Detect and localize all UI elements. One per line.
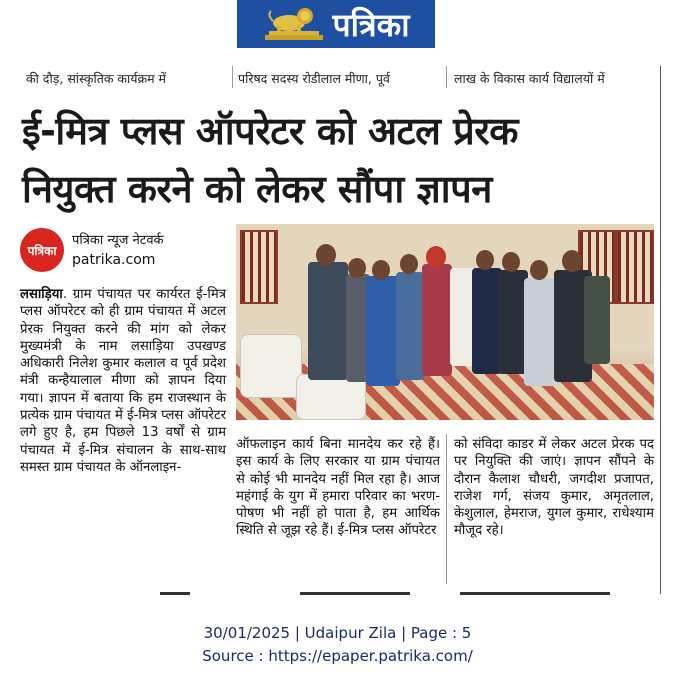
previous-article-strip	[14, 68, 654, 88]
news-network: पत्रिका न्यूज नेटवर्क	[72, 233, 164, 248]
divider	[446, 66, 447, 88]
cut-text-fragment	[160, 592, 190, 595]
news-photo	[236, 224, 654, 420]
brand-name: पत्रिका	[332, 5, 410, 44]
article-clip	[14, 66, 662, 594]
patrika-badge: पत्रिका	[20, 228, 64, 272]
masthead	[237, 0, 435, 48]
cut-text-fragment	[300, 592, 410, 595]
headline-line1: ई-मित्र प्लस ऑपरेटर को अटल प्रेरक	[22, 109, 518, 153]
strip-col3: लाख के विकास कार्य विद्यालयों में	[454, 71, 605, 86]
divider	[660, 66, 661, 594]
divider	[446, 434, 447, 584]
column-2-text: ऑफलाइन कार्य बिना मानदेय कर रहे हैं। इस कार्य के लिए सरकार या ग्राम पंचायत से कोई भी मानदेय नहीं मिल रहा है। आज महंगाई के युग में हमारा परिवार का भरण-पोषण भी नहीं हो पाता है, हम आर्थिक स्थिति से जूझ रहे हैं। ई-मित्र प्लस ऑपरेटर	[236, 437, 440, 539]
footer-date-edition: 30/01/2025 | Udaipur Zila | Page : 5	[203, 624, 472, 642]
column-1-text: . ग्राम पंचायत पर कार्यरत ई-मित्र प्लस ऑपरेटर को ही ग्राम पंचायत में अटल प्रेरक नियुक्त करने की मांग को लेकर मुख्यमंत्री के नाम लसाड़िया उपखण्ड अधिकारी निलेश कुमार कलाल व पूर्व प्रदेश मंत्री कन्हैयालाल मीणा को ज्ञापन दिया गया। ज्ञापन में बताया कि हम राजस्थान के प्रत्येक ग्राम पंचायत में ई-मित्र प्लस ऑपरेटर लगे हुए है, हम पिछले 13 वर्षों से ग्राम पंचायत में ई-मित्र संचालन के साथ-साथ समस्त ग्राम पंचायत के ऑनलाइन-	[20, 287, 226, 475]
strip-col1: की दौड़, सांस्कृतिक कार्यक्रम में	[26, 71, 167, 86]
lion-icon	[263, 5, 325, 43]
footer-source[interactable]: Source : https://epaper.patrika.com/	[202, 647, 473, 665]
strip-col2: परिषद सदस्य रोडीलाल मीणा, पूर्व	[238, 71, 390, 86]
headline-line2: नियुक्त करने को लेकर सौंपा ज्ञापन	[22, 167, 492, 211]
column-3-text: को संविदा काडर में लेकर अटल प्रेरक पद पर नियुक्ति की जाएं। ज्ञापन सौंपने के दौरान कैलाश चौधरी, जगदीश प्रजापत, राजेश गर्ग, संजय कुमार, अमृतलाल, केशुलाल, हेमराज, युगल कुमार, राधेश्याम मौजूद रहे।	[454, 437, 654, 539]
dateline: लसाड़िया	[20, 287, 63, 302]
article-column-2	[236, 436, 440, 540]
cut-text-fragment	[460, 592, 610, 595]
divider	[232, 66, 233, 88]
article-column-1	[20, 286, 226, 476]
article-column-3	[454, 436, 654, 540]
site-link[interactable]: patrika.com	[72, 252, 156, 268]
byline	[20, 226, 230, 274]
